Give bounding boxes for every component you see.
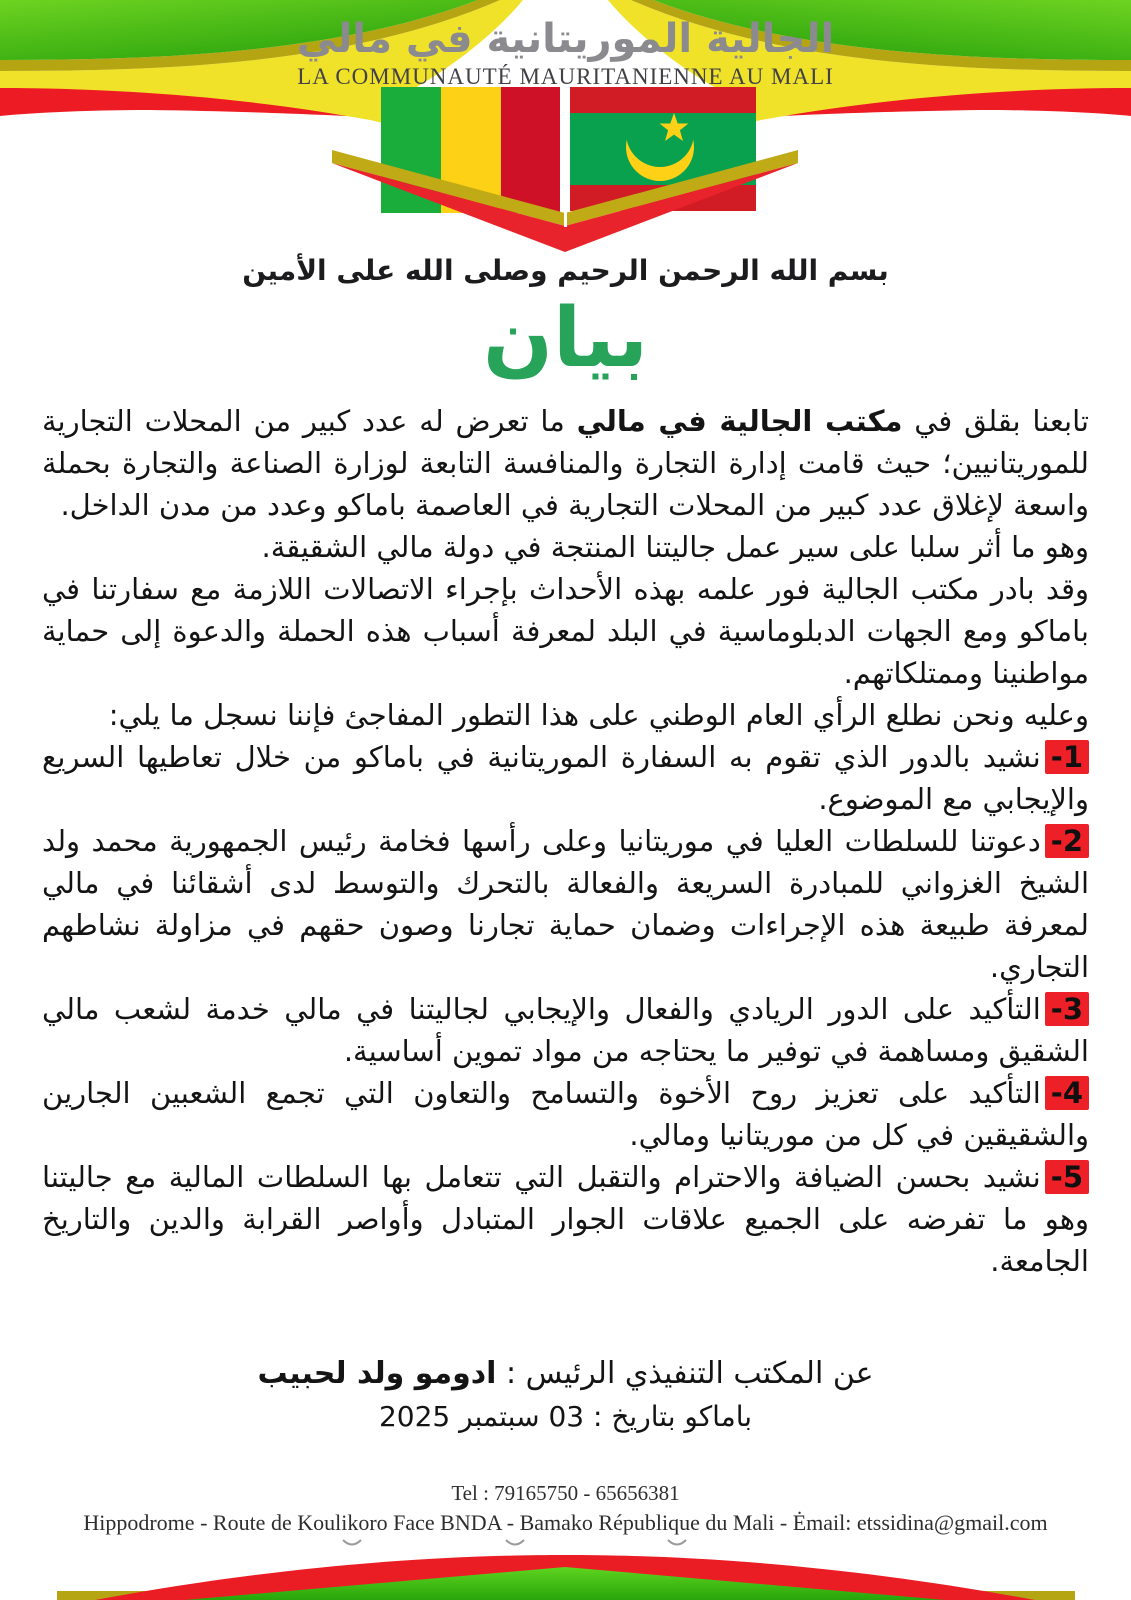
paragraph-intro	[42, 400, 1089, 526]
item-number-badge: 3-	[1045, 992, 1089, 1026]
p1-bold-office-name: مكتب الجالية في مالي	[576, 404, 903, 438]
signature-name: ادومو ولد لحبيب	[257, 1356, 497, 1391]
item-text: نشيد بحسن الضيافة والاحترام والتقبل التي تتعامل بها السلطات المالية مع جاليتنا وهو ما تفرضه على الجميع علاقات الجوار المتبادل وأواصر القرابة والدين والتاريخ الجامعة.	[42, 1160, 1089, 1278]
item-text: دعوتنا للسلطات العليا في موريتانيا وعلى رأسها فخامة رئيس الجمهورية محمد ولد الشيخ الغزواني للمبادرة السريعة والفعالة بالتحرك والتوسط لدى أشقائنا في مالي لمعرفة طبيعة هذه الإجراءات وضمان حماية تجارنا وصون حقهم في مزاولة نشاطهم التجاري.	[42, 824, 1089, 984]
address-line: Hippodrome - Route de Koulikoro Face BNDA - Bamako République du Mali - Ėmail: etssidina@gmail.com	[83, 1510, 1048, 1535]
date-line: باماكو بتاريخ : 03 سبتمبر 2025	[378, 1400, 753, 1433]
paragraph-actions: وقد بادر مكتب الجالية فور علمه بهذه الأحداث بإجراء الاتصالات اللازمة مع سفارتنا في باماكو ومع الجهات الدبلوماسية في البلد لمعرفة أسباب هذه الحملة والدعوة إلى حماية مواطنينا وممتلكاتهم.	[42, 572, 1089, 690]
statement-item	[42, 1156, 1089, 1282]
signature-label: عن المكتب التنفيذي الرئيس :	[496, 1356, 874, 1391]
org-name-arabic: الجالية الموريتانية في مالي	[296, 16, 835, 62]
statement-body	[42, 400, 1089, 1282]
bismillah-line: بسم الله الرحمن الرحيم وصلى الله على الأمين	[242, 254, 889, 287]
item-number-badge: 4-	[1045, 1076, 1089, 1110]
paragraph-lead-in: وعليه ونحن نطلع الرأي العام الوطني على هذا التطور المفاجئ فإننا نسجل ما يلي:	[108, 698, 1089, 732]
p1-after: ما تعرض له عدد كبير من المحلات التجارية للموريتانيين؛ حيث قامت إدارة التجارة والمنافسة التابعة لوزارة الصناعة والتجارة بحملة واسعة لإغلاق عدد كبير من المحلات التجارية في العاصمة باماكو وعدد من مدن الداخل.	[42, 404, 1089, 522]
signature-line	[0, 1356, 1131, 1391]
item-text: التأكيد على تعزيز روح الأخوة والتسامح والتعاون التي تجمع الشعبين الجارين والشقيقين في كل من موريتانيا ومالي.	[42, 1076, 1089, 1152]
statement-item	[42, 820, 1089, 988]
item-number-badge: 2-	[1045, 824, 1089, 858]
statement-item	[42, 1072, 1089, 1156]
watermark-chevrons	[343, 1540, 686, 1545]
item-text: التأكيد على الدور الريادي والفعال والإيجابي لجاليتنا في مالي خدمة لشعب مالي الشقيق ومساهمة في توفير ما يحتاجه من مواد تموين أساسية.	[42, 992, 1089, 1068]
statement-item	[42, 736, 1089, 820]
p1-before: تابعنا بقلق في	[902, 404, 1089, 438]
item-number-badge: 1-	[1045, 740, 1089, 774]
telephone-line: Tel : 79165750 - 65656381	[451, 1481, 680, 1505]
statement-item	[42, 988, 1089, 1072]
statement-title: بيان	[482, 291, 649, 386]
paragraph-impact: وهو ما أثر سلبا على سير عمل جاليتنا المنتجة في دولة مالي الشقيقة.	[261, 530, 1089, 564]
bottom-decoration	[0, 1510, 1131, 1600]
item-text: نشيد بالدور الذي تقوم به السفارة الموريتانية في باماكو من خلال تعاطيها السريع والإيجابي مع الموضوع.	[42, 740, 1089, 816]
item-number-badge: 5-	[1045, 1160, 1089, 1194]
org-name-french: LA COMMUNAUTÉ MAURITANIENNE AU MALI	[297, 64, 834, 89]
flag-divider	[564, 87, 567, 227]
